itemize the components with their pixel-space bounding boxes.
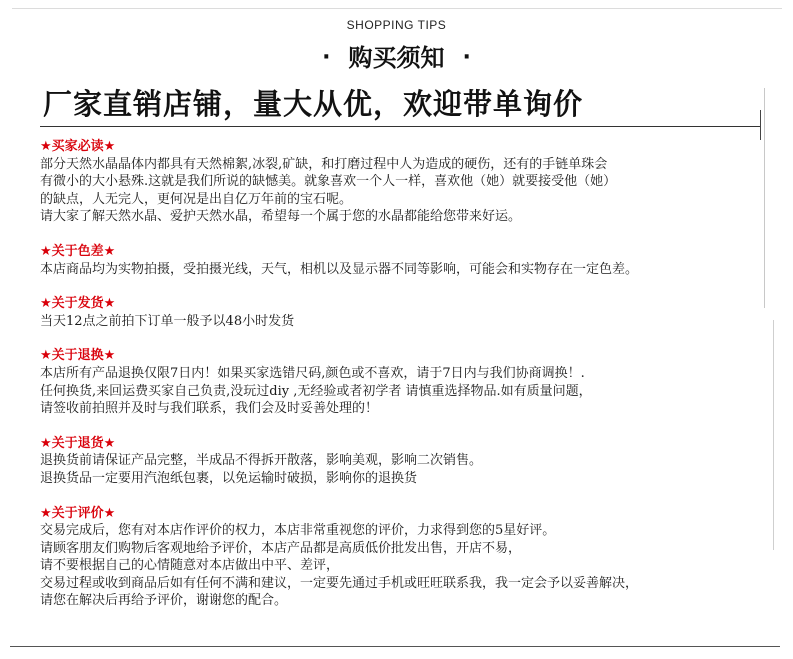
shopping-tips-subtitle: SHOPPING TIPS <box>346 18 447 32</box>
section-line: 退换货前请保证产品完整，半成品不得拆开散落，影响美观，影响二次销售。 <box>40 453 483 469</box>
section-line: 请您在解决后再给予评价，谢谢您的配合。 <box>40 593 288 609</box>
section-line: 有微小的大小悬殊.这就是我们所说的缺憾美。就象喜欢一个人一样，喜欢他（她）就要接受他（她） <box>40 174 617 190</box>
section-line: 请不要根据自己的心情随意对本店做出中平、差评， <box>40 558 340 574</box>
section-line: 本店商品均为实物拍摄，受拍摄光线，天气，相机以及显示器不同等影响，可能会和实物存在一定色差。 <box>40 261 639 277</box>
section-heading: ★关于退货★ <box>40 435 116 451</box>
slogan-decor-tick <box>760 110 761 140</box>
section-color-difference <box>40 243 780 278</box>
section-shipping <box>40 295 780 330</box>
section-line: 请大家了解天然水晶、爱护天然水晶，希望每一个属于您的水晶都能给您带来好运。 <box>40 209 522 225</box>
slogan-underline <box>40 126 760 127</box>
section-buyer-must-read <box>40 138 780 226</box>
section-exchange <box>40 347 780 417</box>
title-dot-right: · <box>462 45 471 70</box>
section-heading: ★关于发货★ <box>40 296 116 312</box>
section-line: 退换货品一定要用汽泡纸包裹，以免运输时破损，影响你的退换货 <box>40 470 418 486</box>
section-line: 本店所有产品退换仅限7日内！如果买家选错尺码,颜色或不喜欢，请于7日内与我们协商调换！. <box>40 365 585 381</box>
section-line: 部分天然水晶晶体内都具有天然棉絮,冰裂,矿缺，和打磨过程中人为造成的硬伤，还有的手链单珠会 <box>40 156 608 172</box>
page-title <box>0 38 793 73</box>
section-heading: ★买家必读★ <box>40 139 116 154</box>
section-line: 交易过程或收到商品后如有任何不满和建议，一定要先通过手机或旺旺联系我，我一定会予以妥善解决， <box>40 575 639 591</box>
title-dot-left: · <box>322 45 331 70</box>
store-slogan: 厂家直销店铺，量大从优，欢迎带单询价 <box>43 87 584 121</box>
section-line: 的缺点，人无完人，更何况是出自亿万年前的宝石呢。 <box>40 191 353 207</box>
section-line: 请顾客朋友们购物后客观地给予评价，本店产品都是高质低价批发出售，开店不易， <box>40 540 522 556</box>
section-line: 交易完成后，您有对本店作评价的权力，本店非常重视您的评价，力求得到您的5星好评。 <box>40 523 556 539</box>
section-returns <box>40 435 780 488</box>
section-line: 请签收前拍照并及时与我们联系，我们会及时妥善处理的！ <box>40 401 379 417</box>
section-heading: ★关于色差★ <box>40 243 116 259</box>
section-reviews <box>40 505 780 611</box>
section-heading: ★关于退换★ <box>40 348 116 364</box>
section-line: 任何换货,来回运费买家自己负责,没玩过diy ,无经验或者初学者 请慎重选择物品.如有质量问题， <box>40 383 592 399</box>
bottom-divider <box>10 646 780 647</box>
section-line: 当天12点之前拍下订单一般予以48小时发货 <box>40 313 295 329</box>
top-divider <box>12 8 782 9</box>
notice-content <box>40 138 780 627</box>
section-heading: ★关于评价★ <box>40 505 116 521</box>
title-text: 购买须知 <box>348 44 445 72</box>
